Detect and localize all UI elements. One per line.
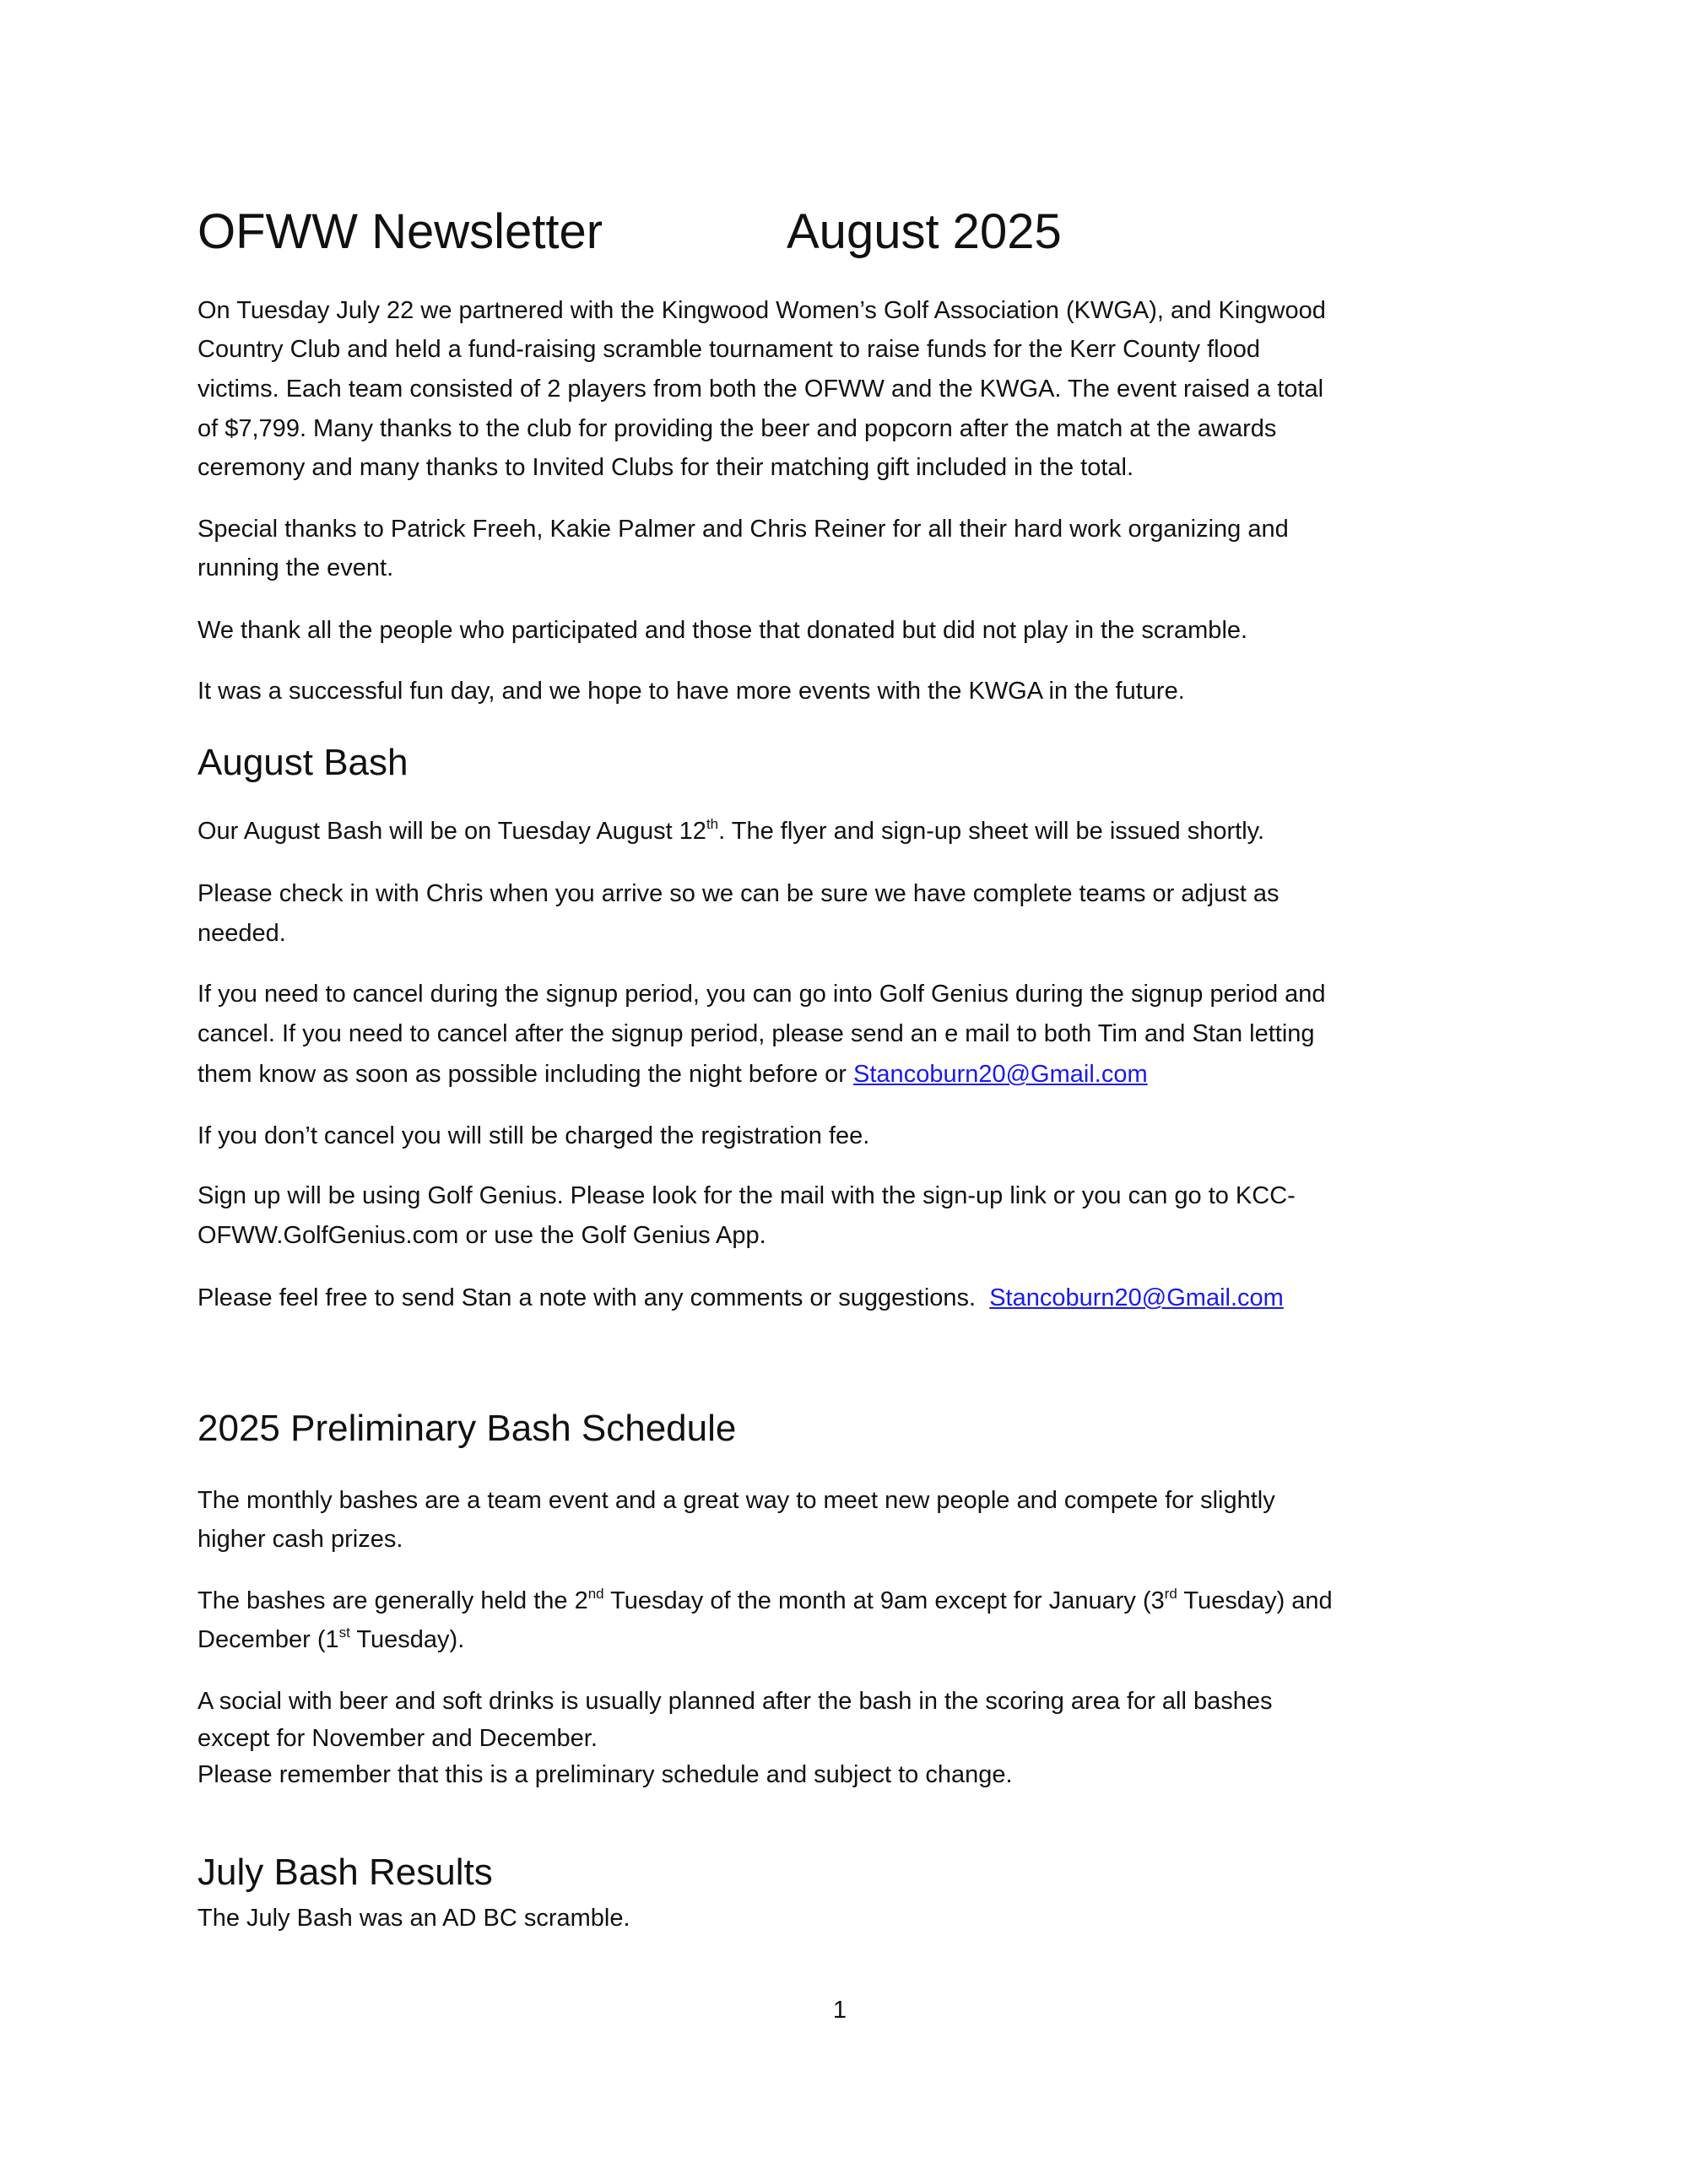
paragraph-line: If you don’t cancel you will still be charged the registration fee. [197, 1122, 870, 1149]
paragraph-line: Country Club and held a fund-raising scramble tournament to raise funds for the Kerr County flood [197, 336, 1260, 363]
paragraph-line: except for November and December. [197, 1725, 598, 1752]
paragraph-line: running the event. [197, 554, 394, 581]
paragraph-line: We thank all the people who participated and those that donated but did not play in the scramble. [197, 617, 1248, 644]
text: . The flyer and sign-up sheet will be issued shortly. [718, 818, 1265, 845]
paragraph-line: A social with beer and soft drinks is usually planned after the bash in the scoring area for all bashes [197, 1688, 1273, 1715]
section-heading-august-bash: August Bash [197, 742, 408, 783]
paragraph-line [197, 1054, 1148, 1095]
text: Tuesday of the month at 9am except for January (3 [603, 1587, 1165, 1614]
newsletter-title: OFWW Newsletter [197, 204, 603, 259]
paragraph-line: of $7,799. Many thanks to the club for providing the beer and popcorn after the match at the awards [197, 415, 1277, 442]
paragraph-line: The July Bash was an AD BC scramble. [197, 1905, 630, 1932]
email-link[interactable]: Stancoburn20@Gmail.com [853, 1061, 1148, 1088]
text: Tuesday). [349, 1626, 465, 1653]
newsletter-date: August 2025 [787, 204, 1062, 259]
email-link[interactable]: Stancoburn20@Gmail.com [989, 1284, 1284, 1311]
section-heading-july-results: July Bash Results [197, 1852, 493, 1893]
text: Please feel free to send Stan a note with any comments or suggestions. [197, 1284, 990, 1311]
paragraph-line: Sign up will be using Golf Genius. Please look for the mail with the sign-up link or you can go to KCC- [197, 1182, 1296, 1209]
text: Our August Bash will be on Tuesday August 12 [197, 818, 706, 845]
text: December (1 [197, 1626, 339, 1653]
paragraph-line: Please remember that this is a preliminary schedule and subject to change. [197, 1761, 1013, 1788]
paragraph-line: The monthly bashes are a team event and a great way to meet new people and compete for slightly [197, 1487, 1275, 1514]
page-number: 1 [832, 1997, 847, 2024]
paragraph-line: On Tuesday July 22 we partnered with the Kingwood Women’s Golf Association (KWGA), and Kingwood [197, 297, 1326, 324]
paragraph-line [197, 1581, 1333, 1621]
paragraph-line: cancel. If you need to cancel after the signup period, please send an e mail to both Tim and Stan letting [197, 1020, 1315, 1047]
paragraph-line: Please check in with Chris when you arrive so we can be sure we have complete teams or adjust as [197, 880, 1280, 907]
superscript: rd [1164, 1586, 1177, 1602]
paragraph-line: Special thanks to Patrick Freeh, Kakie Palmer and Chris Reiner for all their hard work organizing and [197, 516, 1289, 543]
paragraph-line: OFWW.GolfGenius.com or use the Golf Genius App. [197, 1222, 766, 1249]
paragraph-line: higher cash prizes. [197, 1526, 403, 1553]
paragraph-line: It was a successful fun day, and we hope to have more events with the KWGA in the future. [197, 678, 1185, 705]
text: Tuesday) and [1177, 1587, 1333, 1614]
paragraph-line: ceremony and many thanks to Invited Clubs for their matching gift included in the total. [197, 454, 1134, 481]
text: them know as soon as possible including the night before or [197, 1061, 854, 1088]
superscript: nd [587, 1586, 604, 1602]
superscript: st [338, 1624, 350, 1641]
superscript: th [706, 816, 719, 832]
paragraph-line: If you need to cancel during the signup period, you can go into Golf Genius during the signup period and [197, 981, 1326, 1008]
paragraph-line [197, 811, 1264, 851]
paragraph-line: victims. Each team consisted of 2 players from both the OFWW and the KWGA. The event raised a total [197, 376, 1324, 403]
paragraph-line [197, 1619, 464, 1660]
paragraph-line [197, 1278, 1284, 1318]
section-heading-schedule: 2025 Preliminary Bash Schedule [197, 1408, 737, 1449]
paragraph-line: needed. [197, 920, 286, 947]
text: The bashes are generally held the 2 [197, 1587, 588, 1614]
